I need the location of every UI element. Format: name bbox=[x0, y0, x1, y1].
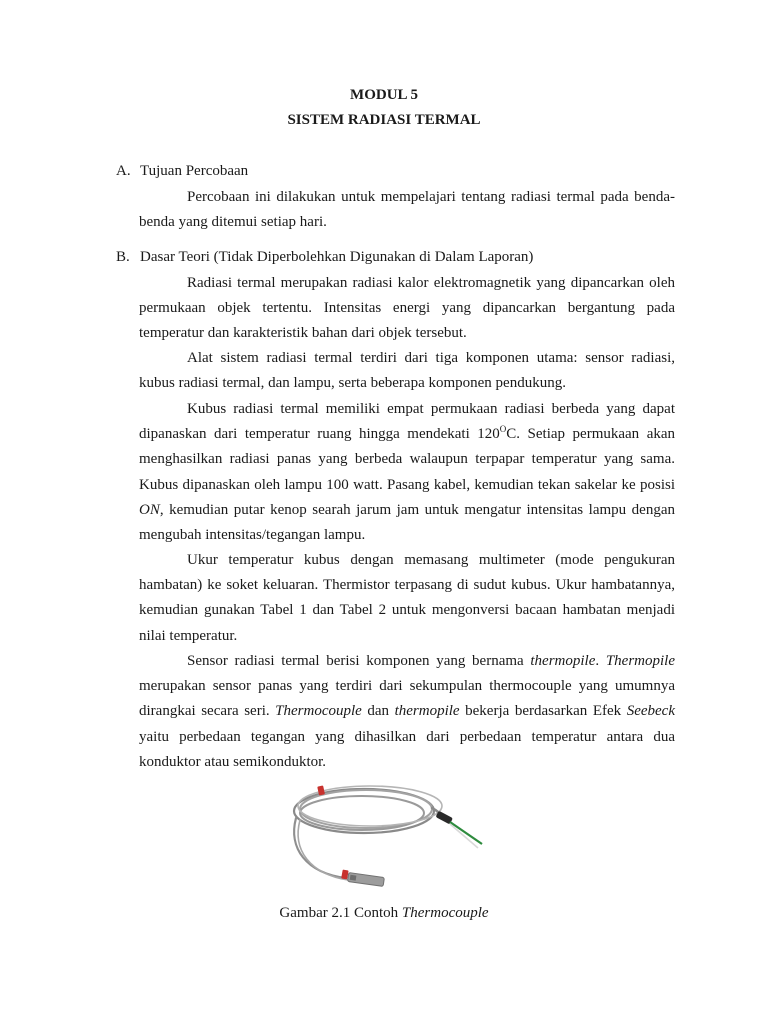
section-a-heading bbox=[116, 163, 248, 180]
thermocouple-image bbox=[286, 778, 486, 900]
section-a-letter: A. bbox=[116, 163, 131, 179]
paragraph-kubus-radiasi: Kubus radiasi termal memiliki empat permukaan radiasi berbeda yang dapat dipanaskan dari temperatur ruang hingga mendekati $120^OC$. Setiap permukaan akan menghasilkan radiasi panas yang berbeda walaupun terpapar temperatur yang sama. Kubus dipanaskan oleh lampu 100 watt. Pasang kabel, kemudian tekan sakelar ke posisi ON, kemudian putar kenop searah jarum jam untuk mengatur intensitas lampu dengan mengubah intensitas/tegangan lampu. bbox=[139, 401, 676, 544]
section-b-heading bbox=[116, 249, 533, 266]
section-b-letter: B. bbox=[116, 249, 130, 265]
module-number: MODUL 5 bbox=[350, 87, 418, 103]
figure-caption: Gambar 2.1 Contoh Thermocouple bbox=[279, 905, 489, 921]
module-title: SISTEM RADIASI TERMAL bbox=[287, 112, 481, 128]
paragraph-radiasi-termal: Radiasi termal merupakan radiasi kalor elektromagnetik yang dipancarkan oleh permukaan objek tertentu. Intensitas energi yang dipancarkan bergantung pada temperatur dan karakteristik bahan dari objek tersebut. bbox=[139, 275, 675, 342]
paragraph-sensor-radiasi: Sensor radiasi termal berisi komponen yang bernama thermopile. Thermopile merupakan sensor panas yang terdiri dari sekumpulan thermocouple yang umumnya dirangkai secara seri. Thermocouple dan thermopile bekerja berdasarkan Efek Seebeck yaitu perbedaan tegangan yang dihasilkan dari perbedaan temperatur antara dua konduktor atau semikonduktor. bbox=[139, 653, 675, 770]
degree-superscript: O bbox=[499, 424, 507, 435]
paragraph-ukur-temperatur: Ukur temperatur kubus dengan memasang multimeter (mode pengukuran hambatan) ke soket keluaran. Thermistor terpasang di sudut kubus. Ukur hambatannya, kemudian gunakan Tabel 1 dan Tabel 2 untuk mengonversi bacaan hambatan menjadi nilai temperatur. bbox=[139, 552, 675, 644]
section-b-title: Dasar Teori (Tidak Diperbolehkan Digunakan di Dalam Laporan) bbox=[140, 249, 534, 265]
paragraph-alat-sistem: Alat sistem radiasi termal terdiri dari tiga komponen utama: sensor radiasi, kubus radiasi termal, dan lampu, serta beberapa komponen pendukung. bbox=[139, 350, 675, 392]
section-a-paragraph: Percobaan ini dilakukan untuk mempelajari tentang radiasi termal pada benda-benda yang ditemui setiap hari. bbox=[139, 189, 675, 231]
section-a-title: Tujuan Percobaan bbox=[140, 163, 249, 179]
